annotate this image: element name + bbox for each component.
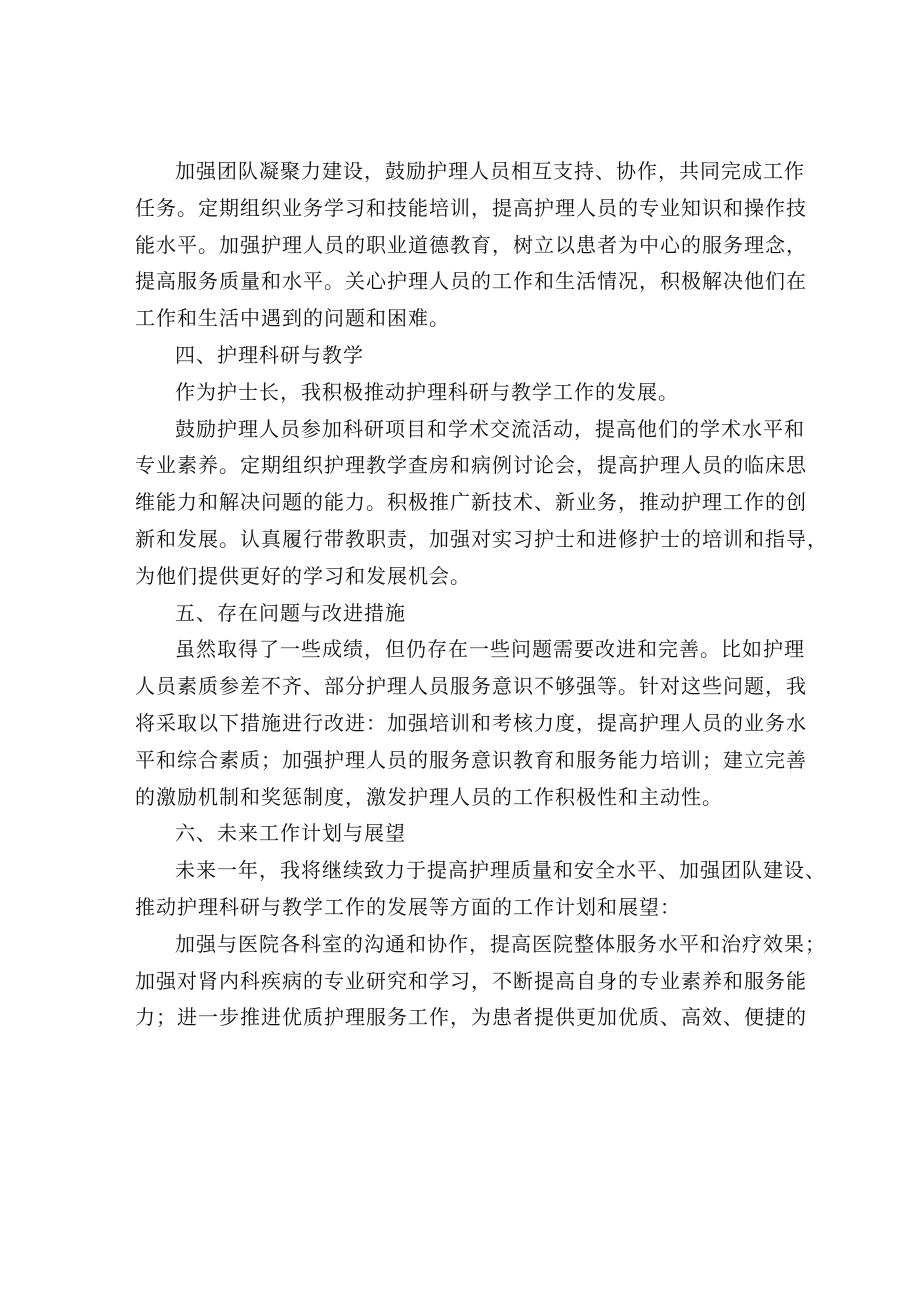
paragraph-research-intro [135, 374, 785, 411]
text-line: 虽然取得了一些成绩，但仍存在一些问题需要改进和完善。比如护理 [175, 637, 805, 662]
text-line: 为他们提供更好的学习和发展机会。 [135, 563, 471, 588]
text-line: 工作和生活中遇到的问题和困难。 [135, 306, 450, 331]
text-line: 维能力和解决问题的能力。积极推广新技术、新业务，推动护理工作的创 [135, 490, 807, 515]
text-line: 力；进一步推进优质护理服务工作，为患者提供更加优质、高效、便捷的 [135, 1005, 807, 1030]
text-line: 专业素养。定期组织护理教学查房和病例讨论会，提高护理人员的临床思 [135, 453, 807, 478]
section-heading-problems-improvements: 五、存在问题与改进措施 [175, 600, 406, 625]
text-line: 新和发展。认真履行带教职责，加强对实习护士和进修护士的培训和指导， [135, 526, 828, 551]
text-line: 加强与医院各科室的沟通和协作，提高医院整体服务水平和治疗效果； [175, 931, 826, 956]
text-line: 的激励机制和奖惩制度，激发护理人员的工作积极性和主动性。 [135, 784, 723, 809]
text-line: 加强团队凝聚力建设，鼓励护理人员相互支持、协作，共同完成工作 [175, 159, 805, 183]
section-heading-future-plans: 六、未来工作计划与展望 [175, 821, 406, 846]
text-line: 鼓励护理人员参加科研项目和学术交流活动，提高他们的学术水平和 [175, 416, 805, 441]
paragraph-research-details [135, 411, 828, 595]
text-line: 任务。定期组织业务学习和技能培训，提高护理人员的专业知识和操作技 [135, 195, 807, 220]
paragraph-future-intro [135, 852, 826, 926]
text-line: 推动护理科研与教学工作的发展等方面的工作计划和展望： [135, 894, 681, 919]
text-line: 将采取以下措施进行改进：加强培训和考核力度，提高护理人员的业务水 [135, 710, 807, 735]
text-line: 作为护士长，我积极推动护理科研与教学工作的发展。 [175, 379, 679, 404]
text-line: 平和综合素质；加强护理人员的服务意识教育和服务能力培训；建立完善 [135, 747, 807, 772]
text-line: 提高服务质量和水平。关心护理人员的工作和生活情况，积极解决他们在 [135, 269, 807, 294]
paragraph-future-details [135, 926, 826, 1036]
section-heading-research-teaching: 四、护理科研与教学 [175, 342, 364, 367]
document-page [135, 153, 828, 1036]
text-line: 人员素质参差不齐、部分护理人员服务意识不够强等。针对这些问题，我 [135, 674, 807, 699]
paragraph-team-building [135, 153, 807, 337]
text-line: 加强对肾内科疾病的专业研究和学习，不断提高自身的专业素养和服务能 [135, 968, 807, 993]
text-line: 能水平。加强护理人员的职业道德教育，树立以患者为中心的服务理念， [135, 232, 807, 257]
text-line: 未来一年，我将继续致力于提高护理质量和安全水平、加强团队建设、 [175, 858, 826, 883]
paragraph-problems [135, 631, 807, 815]
